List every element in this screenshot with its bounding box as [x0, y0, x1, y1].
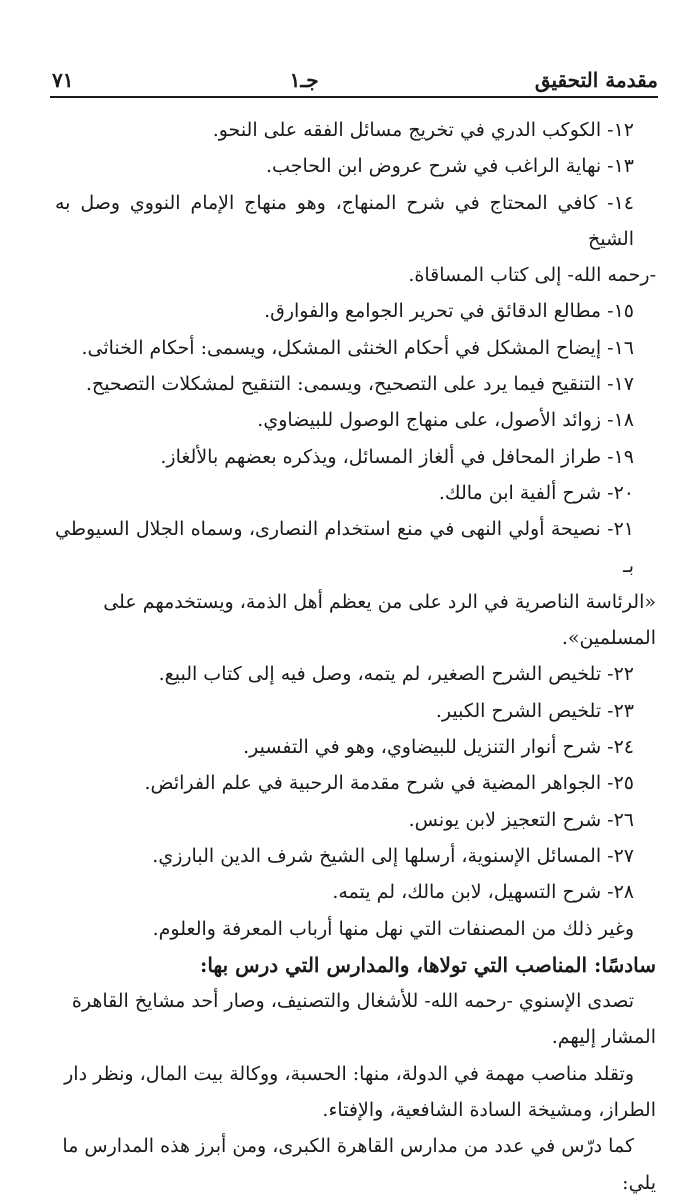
- paragraph-line: تصدى الإسنوي -رحمه الله- للأشغال والتصنيف، وصار أحد مشايخ القاهرة: [71, 990, 634, 1013]
- list-item: ٢٠- شرح ألفية ابن مالك.: [438, 481, 634, 504]
- list-item: ٢٨- شرح التسهيل، لابن مالك، لم يتمه.: [332, 881, 634, 904]
- list-item: ١٤- كافي المحتاج في شرح المنهاج، وهو منهاج الإمام النووي وصل به الشيخ: [55, 191, 634, 250]
- list-item: ٢٤- شرح أنوار التنزيل للبيضاوي، وهو في التفسير.: [243, 736, 634, 759]
- list-item: ١٥- مطالع الدقائق في تحرير الجوامع والفوارق.: [264, 300, 634, 323]
- list-item: ٢٧- المسائل الإسنوية، أرسلها إلى الشيخ شرف الدين البارزي.: [152, 844, 634, 867]
- list-item: ٢٢- تلخيص الشرح الصغير، لم يتمه، وصل فيه إلى كتاب البيع.: [158, 663, 634, 686]
- list-item: ٢١- نصيحة أولي النهى في منع استخدام النصارى، وسماه الجلال السيوطي بـ: [55, 518, 634, 577]
- header-rule: [50, 96, 658, 98]
- paragraph-line: كما درّس في عدد من مدارس القاهرة الكبرى، ومن أبرز هذه المدارس ما يلي:: [62, 1135, 656, 1194]
- section-heading: سادسًا: المناصب التي تولاها، والمدارس التي درس بها:: [199, 952, 656, 977]
- list-item: ١٦- إيضاح المشكل في أحكام الخنثى المشكل، ويسمى: أحكام الخناثى.: [81, 336, 634, 359]
- list-item: ١٩- طراز المحافل في ألغاز المسائل، ويذكره بعضهم بالألغاز.: [160, 445, 634, 468]
- list-item: ١٨- زوائد الأصول، على منهاج الوصول للبيضاوي.: [257, 409, 634, 432]
- page-body: [55, 112, 656, 1201]
- list-item: ٢٥- الجواهر المضية في شرح مقدمة الرحبية في علم الفرائض.: [144, 772, 634, 795]
- list-item: ١٣- نهاية الراغب في شرح عروض ابن الحاجب.: [266, 155, 634, 178]
- list-item: ٢٦- شرح التعجيز لابن يونس.: [408, 808, 634, 831]
- list-item-continuation: «الرئاسة الناصرية في الرد على من يعظم أهل الذمة، ويستخدمهم على المسلمين».: [103, 590, 656, 650]
- paragraph-line: الطراز، ومشيخة السادة الشافعية، والإفتاء.: [322, 1099, 656, 1122]
- closing-sentence: وغير ذلك من المصنفات التي نهل منها أرباب المعرفة والعلوم.: [152, 917, 634, 940]
- list-item-continuation: -رحمه الله- إلى كتاب المساقاة.: [408, 264, 656, 287]
- paragraph-line: المشار إليهم.: [551, 1026, 656, 1049]
- volume-label: جـ١: [289, 68, 319, 92]
- list-item: ٢٣- تلخيص الشرح الكبير.: [435, 699, 634, 722]
- running-header: [52, 60, 658, 92]
- section-title: مقدمة التحقيق: [534, 68, 658, 92]
- page-number: ٧١: [52, 68, 74, 92]
- paragraph-line: وتقلد مناصب مهمة في الدولة، منها: الحسبة، ووكالة بيت المال، ونظر دار: [64, 1062, 634, 1085]
- list-item: ١٢- الكوكب الدري في تخريج مسائل الفقه على النحو.: [212, 119, 634, 141]
- list-item: ١٧- التنقيح فيما يرد على التصحيح، ويسمى: التنقيح لمشكلات التصحيح.: [85, 373, 634, 396]
